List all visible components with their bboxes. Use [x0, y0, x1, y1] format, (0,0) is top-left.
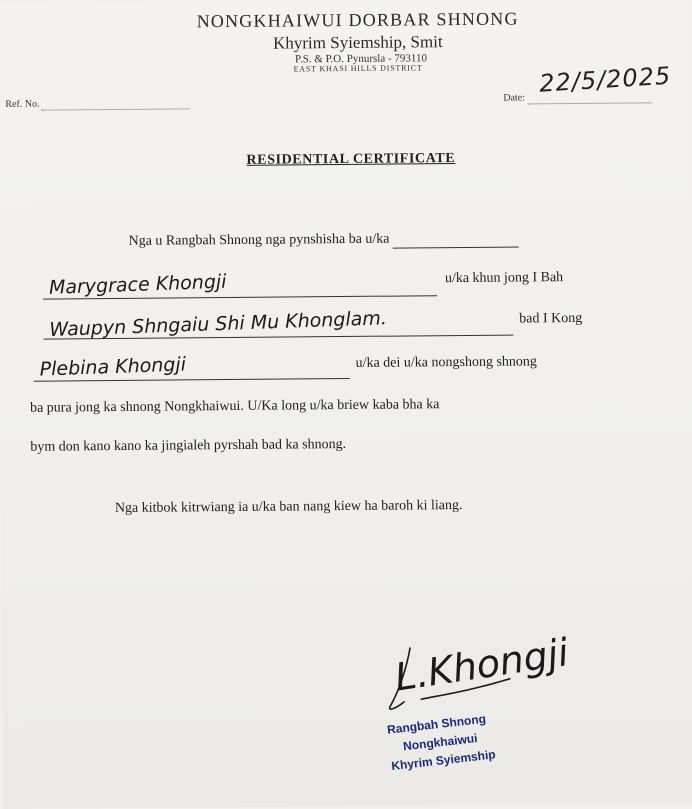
handwritten-name: Marygrace Khongji: [48, 270, 227, 299]
stamp-line-1: Rangbah Shnong: [386, 711, 487, 737]
handwritten-signature: L.Khongji: [391, 630, 572, 700]
organization-district: EAST KHASI HILLS DISTRICT: [293, 63, 423, 74]
body-line-5: ba pura jong ka shnong Nongkhaiwui. U/Ka long u/ka briew kaba bha ka: [29, 397, 440, 416]
letterhead: [0, 7, 689, 76]
signature-block: [380, 630, 572, 789]
certificate-title: RESIDENTIAL CERTIFICATE: [246, 151, 456, 168]
body-line-4: u/ka dei u/ka nongshong shnong: [355, 354, 537, 371]
organization-subtitle: Khyrim Syiemship, Smit: [272, 32, 443, 53]
blank-line-1: [393, 230, 519, 248]
ref-label: Ref. No.: [5, 98, 40, 110]
ref-blank-line: [42, 97, 190, 110]
body-line-2: u/ka khun jong I Bah: [444, 270, 564, 287]
organization-name: NONGKHAIWUI DORBAR SHNONG: [196, 8, 519, 32]
handwritten-date: 22/5/2025: [538, 61, 672, 98]
stamp-line-3: Khyrim Syiemship: [390, 747, 497, 774]
handwritten-father-name: Waupyn Shngaiu Shi Mu Khonglam.: [49, 307, 388, 341]
body-line-1: [129, 230, 520, 250]
body-line-3: bad I Kong: [519, 310, 583, 327]
reference-number-field: [5, 97, 189, 111]
date-label: Date:: [503, 92, 526, 104]
father-name-field: [43, 305, 513, 340]
body-line-7: Nga kitbok kitrwiang ia u/ka ban nang kiew ha baroh ki liang.: [114, 497, 463, 517]
stamp-line-2: Nongkhaiwui: [402, 731, 479, 754]
organization-address: P.S. & P.O. Pynursla - 793110: [294, 52, 428, 66]
handwritten-mother-name: Plebina Khongji: [39, 353, 187, 381]
mother-name-field: [34, 348, 350, 382]
body-line-1-text: Nga u Rangbah Shnong nga pynshisha ba u/ka: [128, 231, 390, 249]
name-field: [43, 265, 437, 299]
body-line-6: bym don kano kano ka jingialeh pyrshah bad ka shnong.: [30, 437, 347, 455]
